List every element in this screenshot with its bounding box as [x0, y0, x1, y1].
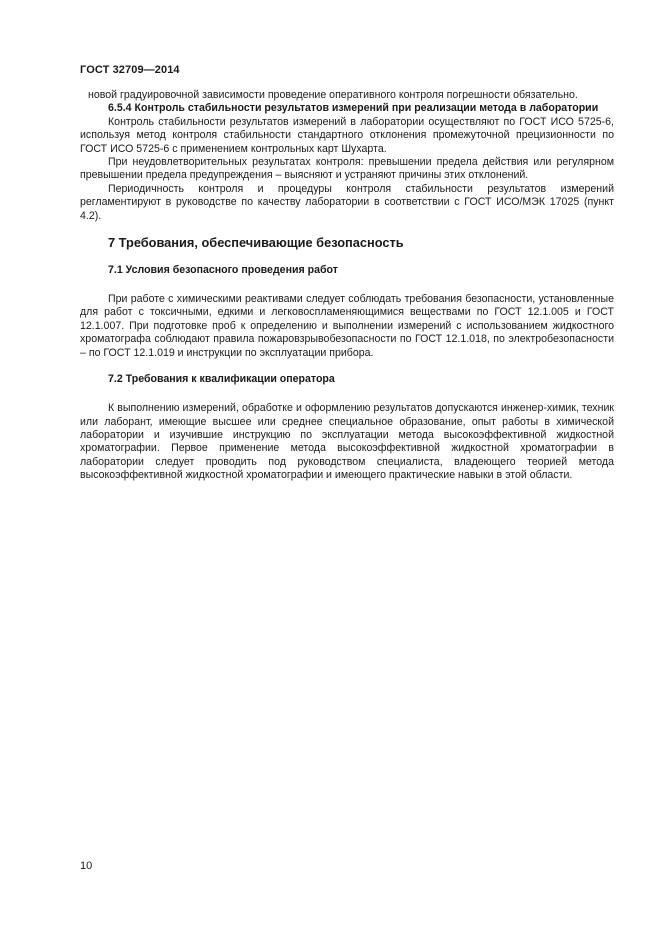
- paragraph-7-1: При работе с химическими реактивами следует соблюдать требования безопасности, установленные для работ с токсичными, едкими и легковоспламеняющимися веществами по ГОСТ 12.1.005 и ГОСТ 12.1.007. При подготовке проб к определению и выполнении измерений с использованием жидкостного хроматографа соблюдают правила пожаровзрывобезопасности по ГОСТ 12.1.018, по электробезопасности – по ГОСТ 12.1.019 и инструкции по эксплуатации прибора.: [80, 293, 614, 359]
- subsection-heading-7-2: 7.2 Требования к квалификации оператора: [108, 373, 335, 386]
- paragraph-7-2: К выполнению измерений, обработке и оформлению результатов допускаются инженер-химик, техник или лаборант, имеющие высшее или среднее специальное образование, опыт работы в химической лаборатории и изучившие инструкцию по эксплуатации метода высокоэффективной жидкостной хроматографии. Первое применение метода высокоэффективной жидкостной хроматографии в лаборатории следует проводить под руководством специалиста, владеющего теорией метода высокоэффективной жидкостной хроматографии и имеющего практические навыки в этой области.: [80, 402, 614, 482]
- paragraph-6-5-4-2: При неудовлетворительных результатах контроля: превышении предела действия или регулярном превышении предела предупреждения – выясняют и устраняют причины этих отклонений.: [80, 156, 614, 182]
- page-number: 10: [80, 860, 93, 872]
- subsection-heading-6-5-4: 6.5.4 Контроль стабильности результатов измерений при реализации метода в лаборатории: [108, 102, 599, 115]
- paragraph-6-5-4-3: Периодичность контроля и процедуры контроля стабильности результатов измерений регламентируют в руководстве по качеству лаборатории в соответствии с ГОСТ ИСО/МЭК 17025 (пункт 4.2).: [80, 182, 614, 222]
- document-body: [80, 89, 614, 483]
- paragraph-continuation: новой градуировочной зависимости проведение оперативного контроля погрешности обязательно.: [88, 89, 578, 101]
- paragraph-6-5-4-1: Контроль стабильности результатов измерений в лаборатории осуществляют по ГОСТ ИСО 5725-6, используя метод контроля стабильности стандартного отклонения промежуточной прецизионности по ГОСТ ИСО 5725-6 с применением контрольных карт Шухарта.: [80, 115, 614, 155]
- subsection-heading-7-1: 7.1 Условия безопасного проведения работ: [108, 264, 338, 277]
- document-header: ГОСТ 32709—2014: [80, 64, 180, 76]
- section-heading-7: 7 Требования, обеспечивающие безопасность: [108, 235, 404, 251]
